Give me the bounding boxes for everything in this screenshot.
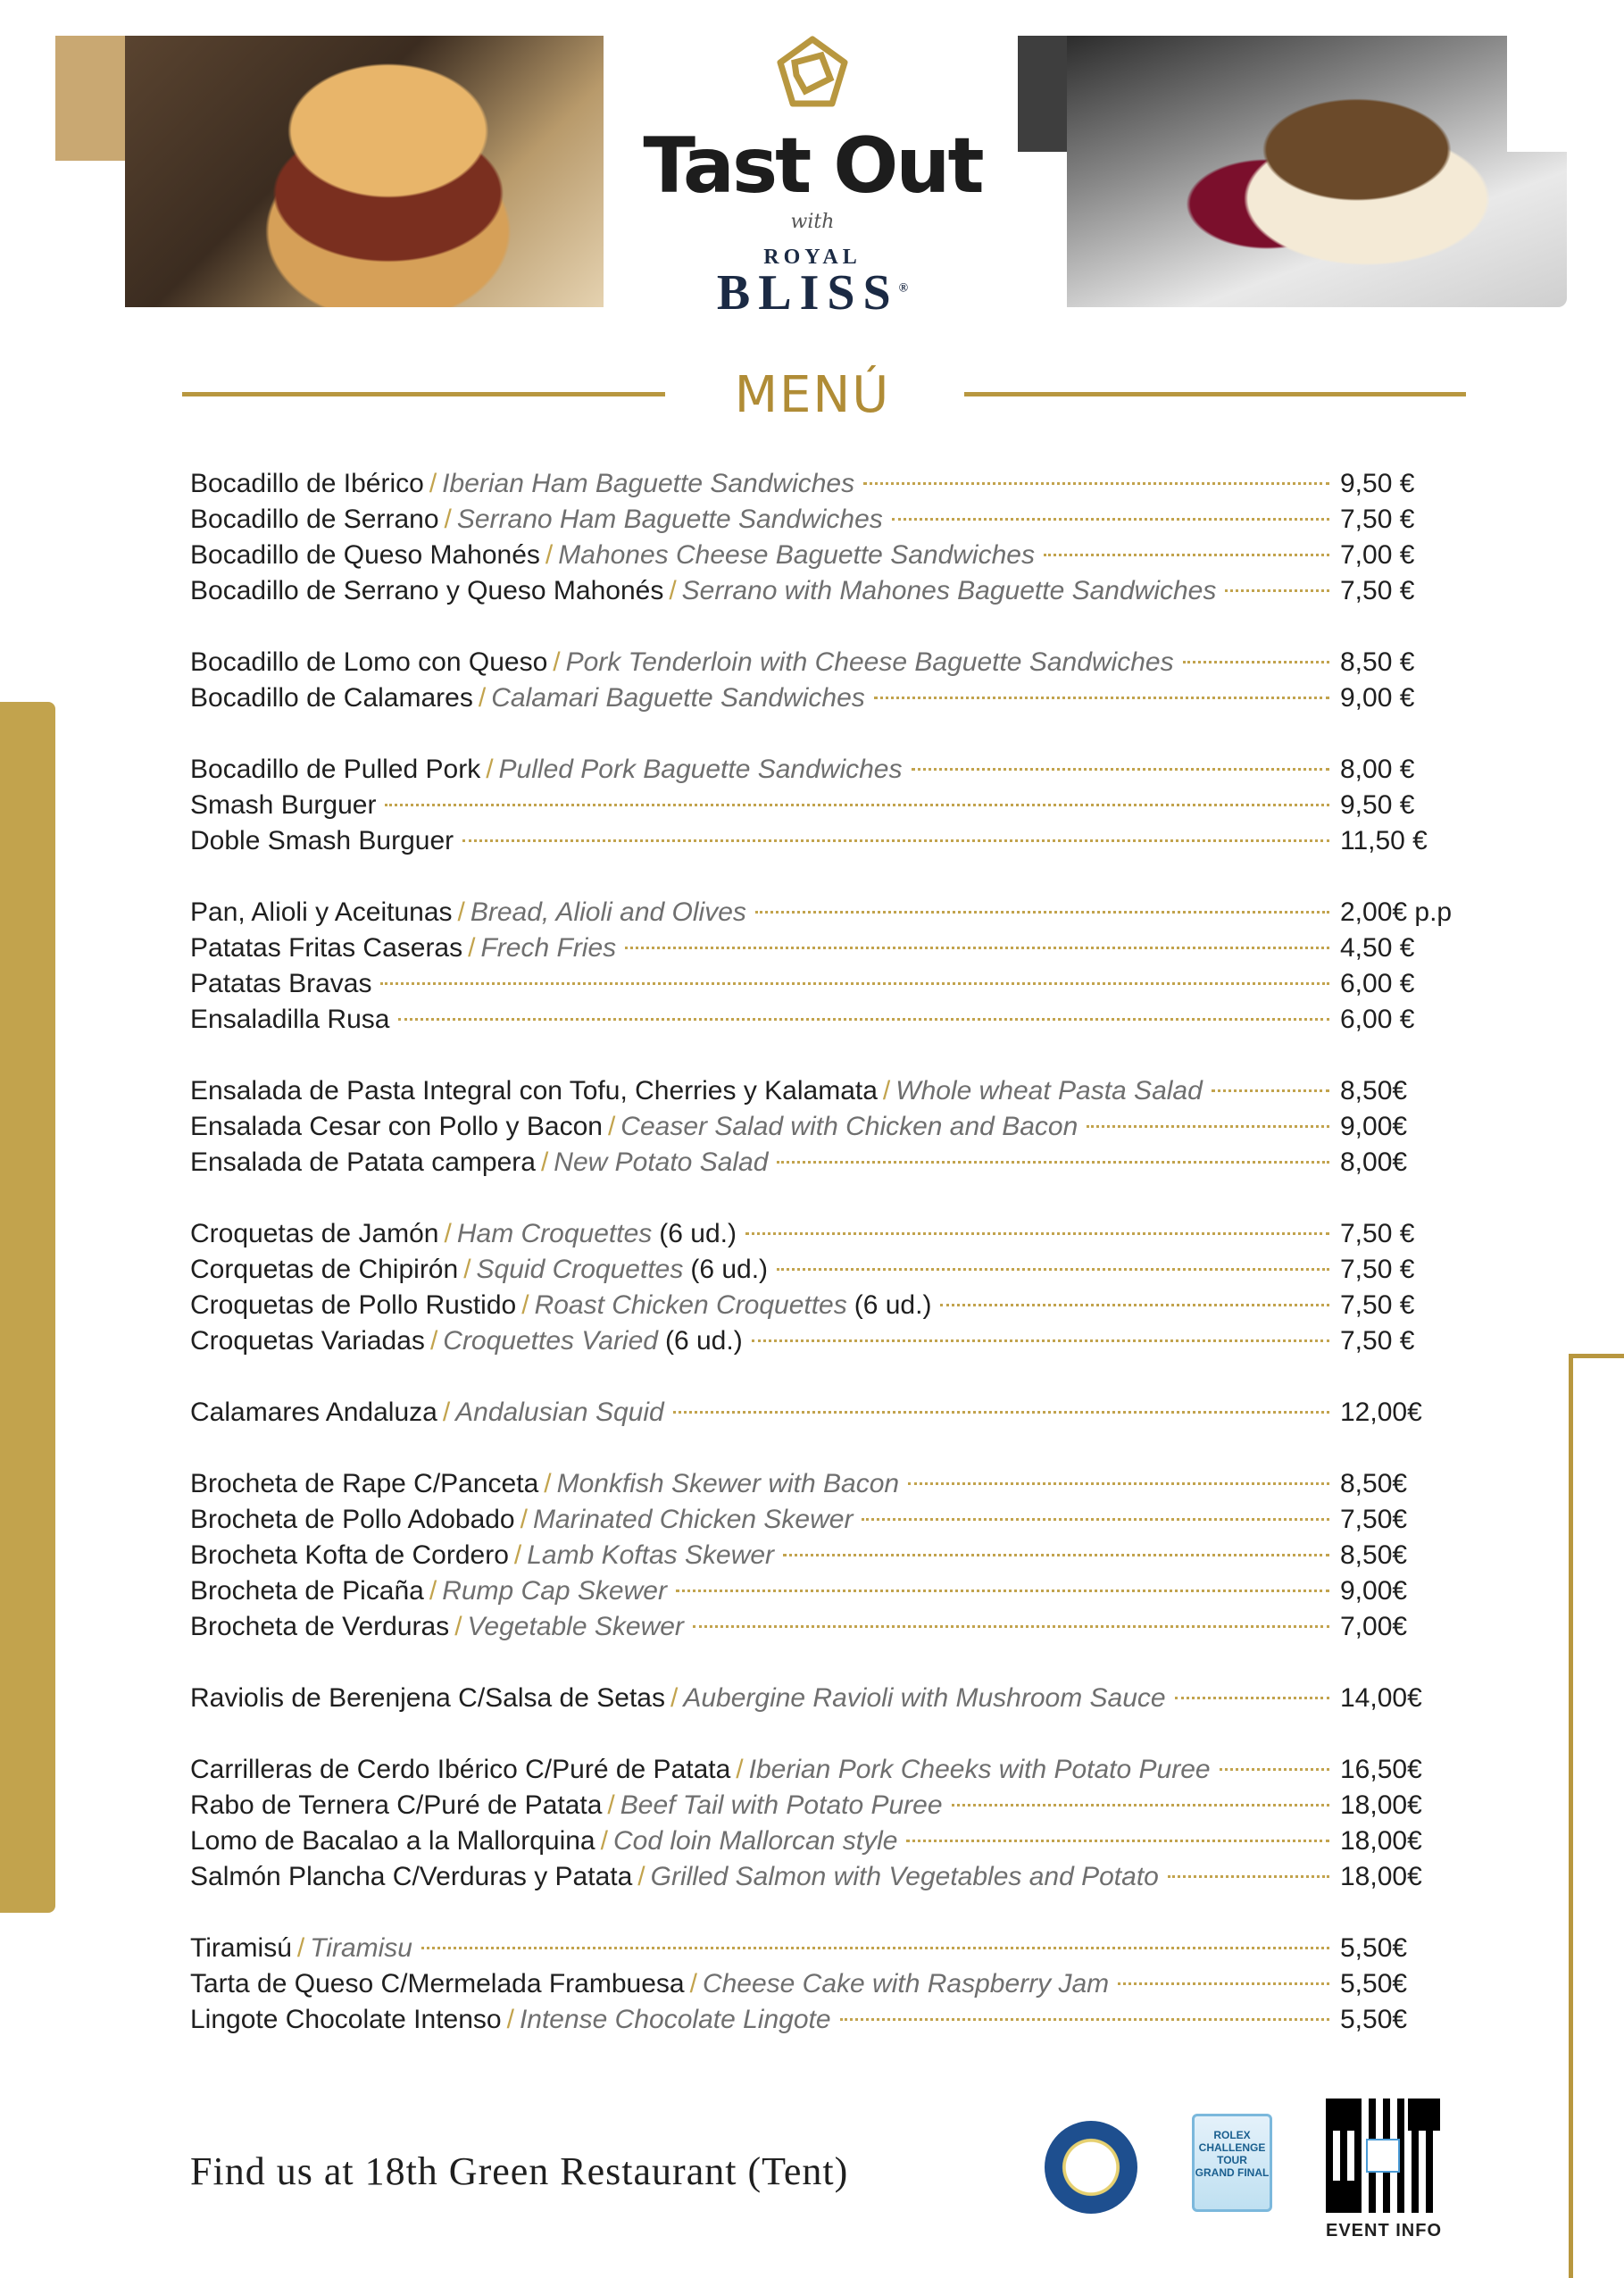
- menu-item: [190, 538, 1458, 573]
- dish-name-es: Tarta de Queso C/Mermelada Frambuesa: [190, 1969, 685, 1998]
- dish-name-es: Patatas Bravas: [190, 969, 372, 998]
- dot-leader: [1087, 1125, 1329, 1128]
- separator: /: [296, 1933, 305, 1963]
- dish-name-es: Brocheta de Picaña: [190, 1576, 424, 1606]
- menu-item: [190, 645, 1458, 680]
- dish-price: 8,00 €: [1340, 755, 1415, 784]
- dish-name-en: Pork Tenderloin with Cheese Baguette Sandwiches: [565, 647, 1174, 677]
- burger-photo: [125, 36, 604, 307]
- dish-price: 12,00€: [1340, 1398, 1422, 1427]
- dot-leader: [1175, 1697, 1329, 1699]
- dot-leader: [840, 2018, 1329, 2021]
- menu-item: [190, 966, 1458, 1002]
- dish-name-es: Brocheta Kofta de Cordero: [190, 1540, 509, 1570]
- dish-name-es: Bocadillo de Calamares: [190, 683, 473, 713]
- dish-price: 9,50 €: [1340, 469, 1415, 498]
- separator: /: [553, 647, 561, 677]
- menu-item: [190, 1109, 1458, 1145]
- menu-item: [190, 895, 1458, 930]
- menu-item: [190, 1288, 1458, 1323]
- dish-name-en: Squid Croquettes: [476, 1255, 684, 1284]
- separator: /: [468, 933, 476, 963]
- dish-name-en: New Potato Salad: [554, 1147, 769, 1177]
- separator: /: [545, 540, 554, 570]
- dot-leader: [745, 1232, 1329, 1235]
- menu-item: [190, 573, 1458, 609]
- dot-leader: [752, 1339, 1329, 1342]
- menu-item: [190, 2002, 1458, 2038]
- dish-name-es: Lomo de Bacalao a la Mallorquina: [190, 1826, 595, 1856]
- dot-leader: [1225, 589, 1329, 592]
- dish-name-en: Serrano Ham Baguette Sandwiches: [456, 505, 883, 534]
- dish-name-es: Bocadillo de Lomo con Queso: [190, 647, 548, 677]
- dish-name-es: Tiramisú: [190, 1933, 292, 1963]
- menu-item: [190, 823, 1458, 859]
- dish-price: 9,00 €: [1340, 683, 1415, 713]
- separator: /: [600, 1826, 608, 1856]
- separator: /: [429, 1326, 438, 1356]
- brand-with: with: [790, 211, 835, 233]
- menu-item: [190, 502, 1458, 538]
- dish-name-en: Tiramisu: [310, 1933, 412, 1963]
- dish-portion: (6 ud.): [664, 1326, 743, 1356]
- dish-name-en: Cod loin Mallorcan style: [612, 1826, 898, 1856]
- dish-name-es: Calamares Andaluza: [190, 1398, 437, 1427]
- dish-name-es: Lingote Chocolate Intenso: [190, 2005, 502, 2034]
- dish-name-es: Salmón Plancha C/Verduras y Patata: [190, 1862, 633, 1891]
- photo-cutout: [55, 161, 125, 307]
- dot-leader: [398, 1018, 1329, 1021]
- dot-leader: [625, 947, 1329, 949]
- dish-name-en: Monkfish Skewer with Bacon: [556, 1469, 900, 1498]
- separator: /: [429, 1576, 437, 1606]
- dish-name-en: Cheese Cake with Raspberry Jam: [702, 1969, 1110, 1998]
- dish-price: 5,50€: [1340, 2005, 1408, 2034]
- dish-name-en: Aubergine Ravioli with Mushroom Sauce: [683, 1683, 1166, 1713]
- dot-leader: [385, 804, 1329, 806]
- menu-item: [190, 1752, 1458, 1788]
- dot-leader: [676, 1590, 1329, 1592]
- dish-name-en: Marinated Chicken Skewer: [532, 1505, 854, 1534]
- separator: /: [454, 1612, 462, 1641]
- dish-name-es: Smash Burguer: [190, 790, 377, 820]
- photo-cutout: [1507, 36, 1567, 152]
- dish-name-en: Lamb Koftas Skewer: [527, 1540, 775, 1570]
- menu-item: [190, 1823, 1458, 1859]
- menu-item: [190, 1681, 1458, 1716]
- dish-price: 8,50€: [1340, 1540, 1408, 1570]
- dish-price: 5,50€: [1340, 1969, 1408, 1998]
- dish-name-es: Croquetas Variadas: [190, 1326, 425, 1356]
- dish-portion: (6 ud.): [690, 1255, 769, 1284]
- dot-leader: [874, 697, 1329, 699]
- tastout-logo-icon: [775, 36, 850, 111]
- golf-club-badge: [1045, 2121, 1137, 2214]
- separator: /: [540, 1147, 549, 1177]
- dish-name-en: Iberian Pork Cheeks with Potato Puree: [748, 1755, 1211, 1784]
- separator: /: [544, 1469, 552, 1498]
- separator: /: [669, 576, 677, 605]
- dish-name-es: Bocadillo de Queso Mahonés: [190, 540, 540, 570]
- dish-price: 9,50 €: [1340, 790, 1415, 820]
- dish-name-es: Raviolis de Berenjena C/Salsa de Setas: [190, 1683, 665, 1713]
- dish-name-es: Pan, Alioli y Aceitunas: [190, 897, 453, 927]
- separator: /: [736, 1755, 744, 1784]
- separator: /: [429, 469, 437, 498]
- dish-name-en: Vegetable Skewer: [467, 1612, 684, 1641]
- menu-item: [190, 1073, 1458, 1109]
- dish-price: 18,00€: [1340, 1826, 1422, 1856]
- dish-name-en: Pulled Pork Baguette Sandwiches: [498, 755, 903, 784]
- dish-name-en: Andalusian Squid: [455, 1398, 664, 1427]
- dot-leader: [673, 1411, 1329, 1414]
- dish-name-en: Whole wheat Pasta Salad: [895, 1076, 1203, 1106]
- dish-name-es: Doble Smash Burguer: [190, 826, 454, 855]
- dot-leader: [777, 1268, 1329, 1271]
- dish-price: 7,50 €: [1340, 1326, 1415, 1356]
- dot-leader: [462, 839, 1329, 842]
- separator: /: [513, 1540, 522, 1570]
- dot-leader: [892, 518, 1329, 521]
- separator: /: [506, 2005, 514, 2034]
- dot-leader: [755, 911, 1329, 914]
- menu-item: [190, 1859, 1458, 1895]
- dish-price: 8,50 €: [1340, 647, 1415, 677]
- separator: /: [607, 1112, 616, 1141]
- dot-leader: [421, 1947, 1329, 1949]
- menu-item: [190, 1252, 1458, 1288]
- separator: /: [478, 683, 487, 713]
- separator: /: [882, 1076, 891, 1106]
- dish-name-en: Frech Fries: [480, 933, 617, 963]
- dish-name-es: Ensalada de Patata campera: [190, 1147, 536, 1177]
- dish-price: 4,50 €: [1340, 933, 1415, 963]
- dish-name-en: Rump Cap Skewer: [442, 1576, 667, 1606]
- dot-leader: [1220, 1768, 1329, 1771]
- dish-price: 11,50 €: [1340, 826, 1428, 855]
- dish-name-es: Bocadillo de Pulled Pork: [190, 755, 481, 784]
- menu-item: [190, 788, 1458, 823]
- menu-item: [190, 1323, 1458, 1359]
- separator: /: [670, 1683, 679, 1713]
- menu-item: [190, 1966, 1458, 2002]
- separator: /: [442, 1398, 451, 1427]
- separator: /: [637, 1862, 645, 1891]
- dish-name-es: Ensaladilla Rusa: [190, 1005, 390, 1034]
- dot-leader: [952, 1804, 1329, 1807]
- menu-item: [190, 680, 1458, 716]
- menu-item: [190, 930, 1458, 966]
- dish-name-en: Roast Chicken Croquettes: [534, 1290, 847, 1320]
- dish-name-en: Serrano with Mahones Baguette Sandwiches: [681, 576, 1217, 605]
- dot-leader: [693, 1625, 1329, 1628]
- heading-rule-right: [964, 392, 1466, 396]
- dot-leader: [940, 1304, 1329, 1306]
- dish-name-es: Carrilleras de Cerdo Ibérico C/Puré de Patata: [190, 1755, 731, 1784]
- menu-item: [190, 1395, 1458, 1431]
- menu-item: [190, 1931, 1458, 1966]
- partner-bliss: BLISS®: [716, 265, 909, 321]
- dish-name-es: Patatas Fritas Caseras: [190, 933, 463, 963]
- dish-price: 16,50€: [1340, 1755, 1422, 1784]
- dish-name-es: Brocheta de Pollo Adobado: [190, 1505, 515, 1534]
- separator: /: [607, 1790, 615, 1820]
- dish-price: 8,50€: [1340, 1469, 1408, 1498]
- menu-item: [190, 1502, 1458, 1538]
- dish-name-en: Croquettes Varied: [443, 1326, 658, 1356]
- dish-name-es: Brocheta de Rape C/Panceta: [190, 1469, 539, 1498]
- dish-name-es: Bocadillo de Serrano y Queso Mahonés: [190, 576, 664, 605]
- dish-name-es: Rabo de Ternera C/Puré de Patata: [190, 1790, 603, 1820]
- dish-name-en: Iberian Ham Baguette Sandwiches: [442, 469, 855, 498]
- dish-price: 9,00€: [1340, 1576, 1408, 1606]
- dish-name-en: Beef Tail with Potato Puree: [620, 1790, 943, 1820]
- heading-rule-left: [182, 392, 665, 396]
- dish-name-en: Calamari Baguette Sandwiches: [491, 683, 865, 713]
- cheesecake-photo: [1067, 36, 1567, 307]
- qr-center-logo: [1366, 2139, 1400, 2173]
- menu-item: [190, 1216, 1458, 1252]
- dish-price: 7,50 €: [1340, 576, 1415, 605]
- dot-leader: [777, 1161, 1329, 1164]
- qr-label: EVENT INFO: [1325, 2221, 1442, 2240]
- menu-title: MENÚ: [734, 366, 891, 424]
- dish-price: 8,50€: [1340, 1076, 1408, 1106]
- brand-name: Tast Out: [643, 121, 982, 211]
- dish-price: 6,00 €: [1340, 1005, 1415, 1034]
- dish-price: 5,50€: [1340, 1933, 1408, 1963]
- dish-name-en: Grilled Salmon with Vegetables and Potato: [650, 1862, 1159, 1891]
- dot-leader: [863, 482, 1329, 485]
- separator: /: [521, 1290, 529, 1320]
- dot-leader: [783, 1554, 1329, 1556]
- dish-name-en: Ceaser Salad with Chicken and Bacon: [620, 1112, 1079, 1141]
- menu-item: [190, 1145, 1458, 1181]
- gold-side-bar: [0, 702, 55, 1913]
- dish-price: 2,00€ p.p: [1340, 897, 1453, 927]
- gold-frame-corner: [1569, 1354, 1624, 2278]
- separator: /: [689, 1969, 697, 1998]
- separator: /: [444, 505, 452, 534]
- separator: /: [444, 1219, 452, 1248]
- dish-price: 18,00€: [1340, 1862, 1422, 1891]
- dish-name-es: Croquetas de Pollo Rustido: [190, 1290, 517, 1320]
- menu-item: [190, 1002, 1458, 1038]
- menu-item: [190, 1466, 1458, 1502]
- separator: /: [486, 755, 494, 784]
- dish-name-es: Croquetas de Jamón: [190, 1219, 439, 1248]
- dish-name-es: Bocadillo de Ibérico: [190, 469, 424, 498]
- dish-name-es: Corquetas de Chipirón: [190, 1255, 459, 1284]
- dot-leader: [908, 1482, 1329, 1485]
- dish-name-es: Brocheta de Verduras: [190, 1612, 450, 1641]
- menu-item: [190, 1538, 1458, 1573]
- dish-name-en: Intense Chocolate Lingote: [519, 2005, 831, 2034]
- menu-item: [190, 466, 1458, 502]
- menu-list: [190, 466, 1458, 2038]
- dish-price: 7,50 €: [1340, 1290, 1415, 1320]
- dot-leader: [1183, 661, 1329, 663]
- dot-leader: [862, 1518, 1329, 1521]
- dish-price: 14,00€: [1340, 1683, 1422, 1713]
- dish-portion: (6 ud.): [854, 1290, 932, 1320]
- dish-price: 6,00 €: [1340, 969, 1415, 998]
- menu-item: [190, 1573, 1458, 1609]
- dot-leader: [1168, 1875, 1329, 1878]
- dot-leader: [380, 982, 1329, 985]
- dish-name-es: Bocadillo de Serrano: [190, 505, 439, 534]
- dish-price: 7,50 €: [1340, 1219, 1415, 1248]
- dot-leader: [906, 1840, 1329, 1842]
- location-text: Find us at 18th Green Restaurant (Tent): [190, 2149, 849, 2193]
- dot-leader: [912, 768, 1330, 771]
- dot-leader: [1212, 1089, 1329, 1092]
- dish-name-es: Ensalada de Pasta Integral con Tofu, Cherries y Kalamata: [190, 1076, 878, 1106]
- separator: /: [520, 1505, 528, 1534]
- dish-name-en: Bread, Alioli and Olives: [470, 897, 746, 927]
- rolex-challenge-badge: ROLEX CHALLENGE TOUR GRAND FINAL: [1192, 2114, 1272, 2212]
- separator: /: [463, 1255, 471, 1284]
- dot-leader: [1118, 1982, 1329, 1985]
- dish-portion: (6 ud.): [659, 1219, 737, 1248]
- dish-price: 7,50€: [1340, 1505, 1408, 1534]
- menu-item: [190, 1788, 1458, 1823]
- menu-item: [190, 752, 1458, 788]
- dish-name-en: Mahones Cheese Baguette Sandwiches: [558, 540, 1035, 570]
- dish-price: 7,00€: [1340, 1612, 1408, 1641]
- dish-price: 8,00€: [1340, 1147, 1408, 1177]
- dish-price: 18,00€: [1340, 1790, 1422, 1820]
- dish-price: 7,50 €: [1340, 505, 1415, 534]
- dish-price: 9,00€: [1340, 1112, 1408, 1141]
- dish-name-en: Ham Croquettes: [456, 1219, 653, 1248]
- dot-leader: [1044, 554, 1329, 556]
- dish-name-es: Ensalada Cesar con Pollo y Bacon: [190, 1112, 603, 1141]
- separator: /: [457, 897, 465, 927]
- partner-royal: ROYAL: [763, 246, 862, 269]
- dish-price: 7,00 €: [1340, 540, 1415, 570]
- menu-item: [190, 1609, 1458, 1645]
- dish-price: 7,50 €: [1340, 1255, 1415, 1284]
